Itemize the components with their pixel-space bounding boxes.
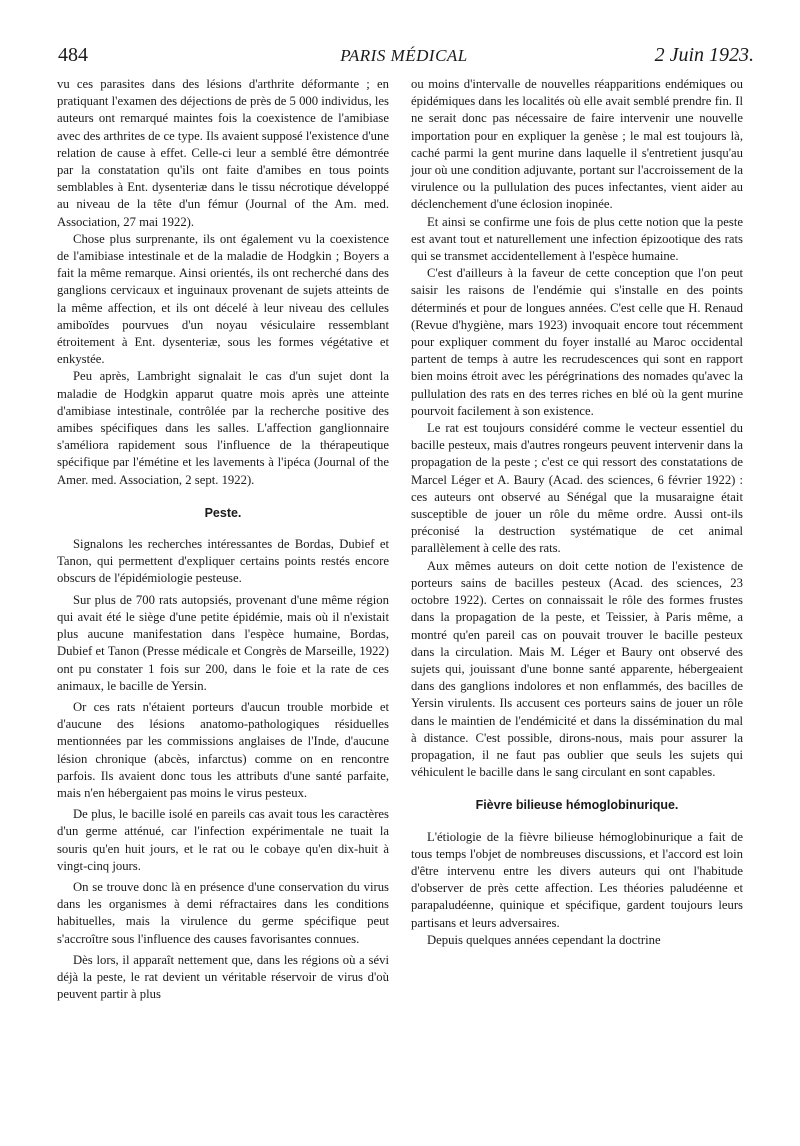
paragraph: Le rat est toujours considéré comme le vecteur essentiel du bacille pesteux, mais d'autres rongeurs peuvent intervenir dans la propagation de la peste ; c'est ce qui ressort des constatations de Marcel Léger et A. Baury (Acad. des sciences, 6 février 1922) : ces auteurs ont observé au Sénégal que la musaraigne était susceptible de jouer un rôle du même ordre. Aussi ont-ils préconisé la destruction systématique de cet animal parallèlement à celle des rats. (411, 421, 743, 556)
issue-date: 2 Juin 1923. (654, 44, 754, 66)
paragraph: Depuis quelques années cependant la doctrine (427, 932, 661, 947)
paragraph: Signalons les recherches intéressantes de Bordas, Dubief et Tanon, qui permettent d'expliquer certains points restés encore obscurs de l'épidémiologie pesteuse. (57, 537, 389, 586)
paragraph: C'est d'ailleurs à la faveur de cette conception que l'on peut saisir les raisons de l'endémie qui s'installe en des points déterminés et pour de longues années. C'est celle que H. Renaud (Revue d'hygiène, mars 1923) invoquait encore tout récemment pour expliquer comment du foyer installé au Maroc occidental partent de temps à autre les recrudescences qui sont en rapport bien moins étroit avec les pérégrinations des nomades qu'avec la pullulation des rats en des terres riches en blé où la gent murine pourvoit facilement à son existence. (411, 266, 743, 418)
paragraph: Dès lors, il apparaît nettement que, dans les régions où a sévi déjà la peste, le rat devient un véritable réservoir de virus d'où peuvent partir à plus (57, 952, 389, 1002)
paragraph: De plus, le bacille isolé en pareils cas avait tous les caractères d'un germe atténué, car l'infection expérimentale ne tuait la souris qu'en huit jours, et le rat ou le cobaye qu'en dix-huit à vingt-cinq jours. (57, 807, 389, 873)
journal-title: PARIS MÉDICAL (340, 46, 468, 65)
paragraph: Chose plus surprenante, ils ont également vu la coexistence de l'amibiase intestinale et de la maladie de Hodgkin ; Boyers a fait la même remarque. Ainsi orientés, ils ont recherché dans des ganglions cervicaux et inguinaux provenant de sujets atteints de la même affection, et ils ont décelé à leur niveau des cellules amiboïdes pourvues d'un noyau vésiculaire ressemblant étroitement à Ent. dysenteriæ, sous les formes végétative et enkystée. (57, 231, 389, 367)
section-heading-fievre: Fièvre bilieuse hémoglobinurique. (475, 798, 679, 813)
paragraph: Et ainsi se confirme une fois de plus cette notion que la peste est avant tout et naturellement une infection épizootique des rats qui se transmet accidentellement à l'espèce humaine. (411, 214, 743, 264)
left-column (57, 76, 389, 1003)
paragraph: vu ces parasites dans des lésions d'arthrite déformante ; en pratiquant l'examen des déjections de près de 5 000 individus, les auteurs ont remarqué maintes fois la coexistence de l'amibiase avec des arthrites de ce type. Ils avaient supposé l'existence d'une relation de cause à effet. Celle-ci leur a semblé être démontrée par la constatation qu'ils ont faite d'amibes en tous points semblables à Ent. dysenteriæ dans le tissu nécrotique développé au niveau de la tête d'un fémur (Journal of the Am. med. Association, 27 mai 1922). (57, 77, 389, 229)
paragraph: Aux mêmes auteurs on doit cette notion de l'existence de porteurs sains de bacilles pesteux (Acad. des sciences, 23 octobre 1922). Certes on connaissait le rôle des formes frustes dans la propagation de la peste, et Teissier, à Paris même, a montré qu'en pareil cas on pouvait trouver le bacille pesteux dans la circulation. Mais M. Léger et Baury ont observé des sujets qui, jouissant d'une bonne santé apparente, hébergeaient dans des ganglions indolores et non enflammés, des bacilles de Yersin virulents. Ils accusent ces porteurs sains de jouer un rôle dans le maintien de l'endémicité et dans la dissémination du mal à distance. C'est possible, dirons-nous, mais pour assurer la propagation, il ne faut pas oublier que seuls les sujets qui véhiculent le bacille dans le sang circulant en sont capables. (411, 558, 743, 780)
paragraph: Sur plus de 700 rats autopsiés, provenant d'une même région qui avait été le siège d'une petite épidémie, mais où il n'existait plus aucune manifestation dans l'espèce humaine, Bordas, Dubief et Tanon (Presse médicale et Congrès de Marseille, 1922) ont pu constater 1 fois sur 200, dans le foie et la rate de ces animaux, le bacille de Yersin. (57, 592, 389, 693)
paragraph: Or ces rats n'étaient porteurs d'aucun trouble morbide et d'aucune des lésions anatomo-pathologiques résiduelles mentionnées par les commissions anglaises de l'Inde, d'aucune lésion chronique (abcès, infarctus) comme on en rencontre parfois. Ils avaient donc tous les attributs d'une santé parfaite, mais n'en hébergaient pas moins le virus pesteux. (57, 699, 389, 800)
paragraph: L'étiologie de la fièvre bilieuse hémoglobinurique a fait de tous temps l'objet de nombreuses discussions, et l'accord est loin d'être intervenu entre les divers auteurs qui ont l'habitude d'observer de près cette affection. Les théories paludéenne et parapaludéenne, quinique et spécifique, gardent toujours leurs partisans et leurs adversaires. (411, 829, 743, 930)
paragraph: ou moins d'intervalle de nouvelles réapparitions endémiques ou épidémiques dans les localités où elle avait semblé prendre fin. Il ne serait donc pas nécessaire de faire intervenir une nouvelle importation pour en expliquer la genèse ; le mal est toujours là, caché parmi la gent murine dans laquelle il s'entretient jusqu'au jour où une condition adjuvante, portant sur l'accroissement de la virulence ou la pullulation des puces infectantes, vient aider au déclenchement d'une éclosion inopinée. (411, 77, 743, 212)
page-number: 484 (58, 44, 88, 66)
paragraph: On se trouve donc là en présence d'une conservation du virus dans les organismes à demi réfractaires dans les conditions habituelles, mais la virulence du germe spécifique peut s'accroître sous l'influence des causes favorisantes connues. (57, 879, 389, 946)
running-header (54, 40, 754, 74)
right-column (411, 76, 743, 949)
paragraph: Peu après, Lambright signalait le cas d'un sujet dont la maladie de Hodgkin apparut quatre mois après une atteinte d'amibiase intestinale, contrôlée par la recherche positive des amibes spécifiques dans les salles. L'affection ganglionnaire s'améliora rapidement sous l'influence de la thérapeutique spécifique par l'émétine et les lavements à l'ipéca (Journal of the Amer. med. Association, 2 sept. 1922). (57, 369, 389, 487)
section-heading-peste: Peste. (204, 505, 242, 520)
